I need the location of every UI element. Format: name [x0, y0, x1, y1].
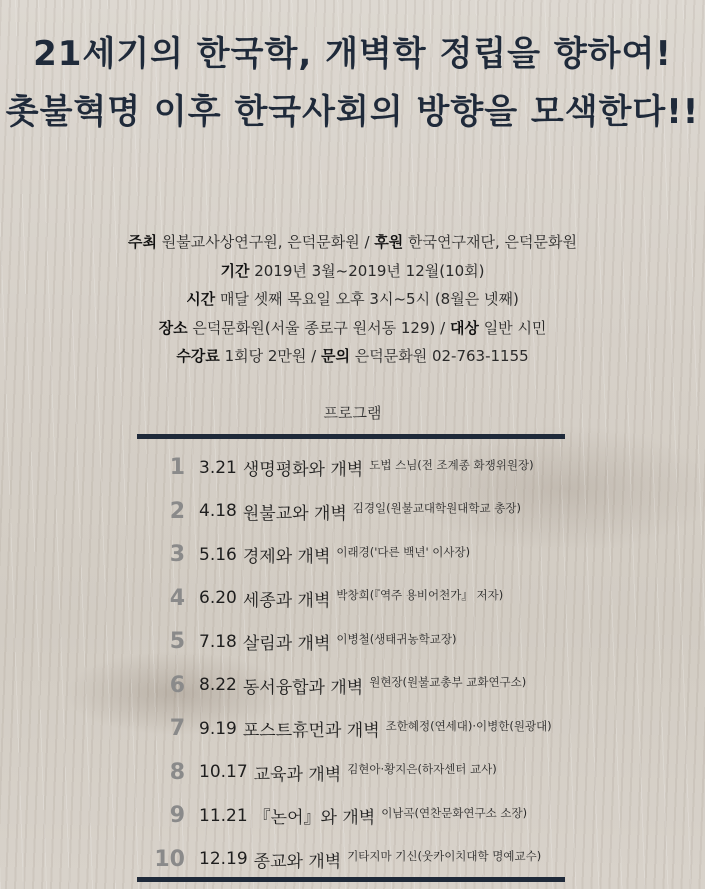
- program-item: [137, 490, 597, 534]
- program-item-number: 4: [169, 585, 185, 611]
- program-item-title: 생명평화와 개벽: [242, 460, 364, 481]
- program-item: [137, 707, 597, 751]
- info-value: 매달 셋째 목요일 오후 3시~5시 (8월은 넷째): [215, 290, 519, 308]
- program-item-title: 종교와 개벽: [253, 851, 342, 872]
- program-item-speaker: 이래경('다른 백년' 이사장): [336, 544, 471, 559]
- info-line: [0, 257, 705, 286]
- program-heading: 프로그램: [323, 404, 382, 422]
- program-item-date: 11.21: [199, 805, 248, 826]
- program-item-date: 10.17: [199, 762, 248, 783]
- program-item-title: 교육과 개벽: [253, 764, 342, 785]
- program-item-title: 동서융합과 개벽: [242, 677, 364, 698]
- program-item-title: 『논어』와 개벽: [253, 808, 376, 829]
- program-item-date: 7.18: [199, 631, 237, 652]
- program-item-speaker: 조한혜정(연세대)·이병한(원광대): [385, 718, 552, 733]
- program-item-speaker: 이병철(생태귀농학교장): [336, 631, 457, 646]
- program-item: [137, 838, 597, 882]
- program-item-date: 6.20: [199, 588, 237, 609]
- program-item-number: 9: [169, 803, 185, 829]
- info-label: 장소: [158, 318, 188, 337]
- program-item-number: 5: [169, 629, 185, 655]
- program-item-title: 경제와 개벽: [242, 547, 331, 568]
- info-value: 한국연구재단, 은덕문화원: [403, 233, 577, 251]
- info-value: 은덕문화원 02-763-1155: [349, 347, 529, 365]
- program-item-date: 12.19: [199, 849, 248, 870]
- info-value: 은덕문화원(서울 종로구 원서동 129) /: [187, 318, 450, 337]
- event-info-block: [0, 228, 705, 371]
- program-item-number: 1: [169, 455, 185, 481]
- info-value: 일반 시민: [478, 318, 547, 337]
- program-item-speaker: 김경일(원불교대학원대학교 총장): [352, 501, 521, 516]
- program-item-speaker: 도법 스님(전 조계종 화쟁위원장): [369, 457, 534, 472]
- program-bottom-rule: [137, 877, 565, 882]
- program-list: [137, 446, 597, 881]
- program-item-date: 3.21: [199, 457, 237, 478]
- program-item: [137, 794, 597, 838]
- program-item-number: 7: [169, 716, 185, 742]
- program-top-rule: [137, 434, 565, 439]
- program-item-number: 3: [169, 542, 185, 568]
- program-item-title: 원불교와 개벽: [242, 503, 347, 524]
- program-item: [137, 533, 597, 577]
- info-line: [0, 342, 705, 371]
- program-item-number: 6: [169, 672, 185, 698]
- info-line: [0, 314, 705, 343]
- info-line: [0, 285, 705, 314]
- info-label: 수강료: [176, 347, 220, 365]
- headline-primary: 21세기의 한국학, 개벽학 정립을 향하여!: [33, 34, 672, 74]
- program-item-speaker: 원현장(원불교총부 교화연구소): [369, 675, 527, 690]
- program-item: [137, 577, 597, 621]
- info-label: 기간: [220, 261, 250, 280]
- program-item-speaker: 이남곡(연찬문화연구소 소장): [381, 805, 528, 820]
- info-label: 대상: [449, 318, 479, 337]
- info-line: [0, 228, 705, 257]
- info-value: 2019년 3월~2019년 12월(10회): [249, 261, 485, 280]
- program-item: [137, 620, 597, 664]
- program-item-title: 포스트휴먼과 개벽: [242, 721, 380, 742]
- program-item: [137, 751, 597, 795]
- info-label: 문의: [320, 347, 350, 365]
- program-item: [137, 446, 597, 490]
- program-item-speaker: 박창희(『역주 용비어천가』 저자): [336, 588, 504, 603]
- program-item-number: 8: [169, 759, 185, 785]
- program-item-date: 5.16: [199, 544, 237, 565]
- program-item-number: 10: [154, 846, 185, 872]
- program-item-date: 8.22: [199, 675, 237, 696]
- info-value: 원불교사상연구원, 은덕문화원 /: [157, 233, 375, 251]
- info-label: 후원: [374, 233, 404, 251]
- program-item-title: 세종과 개벽: [242, 590, 331, 611]
- program-item-speaker: 김현아·황지은(하자센터 교사): [347, 762, 497, 777]
- program-item-date: 4.18: [199, 501, 237, 522]
- program-item-number: 2: [169, 498, 185, 524]
- program-item-date: 9.19: [199, 718, 237, 739]
- program-item: [137, 664, 597, 708]
- info-value: 1회당 2만원 /: [219, 347, 321, 365]
- info-label: 주최: [128, 233, 158, 251]
- program-item-title: 살림과 개벽: [242, 634, 331, 655]
- headline-secondary: 촛불혁명 이후 한국사회의 방향을 모색한다!!: [5, 92, 700, 132]
- program-item-speaker: 기타지마 기신(웃카이치대학 명예교수): [347, 849, 542, 864]
- info-label: 시간: [186, 290, 216, 308]
